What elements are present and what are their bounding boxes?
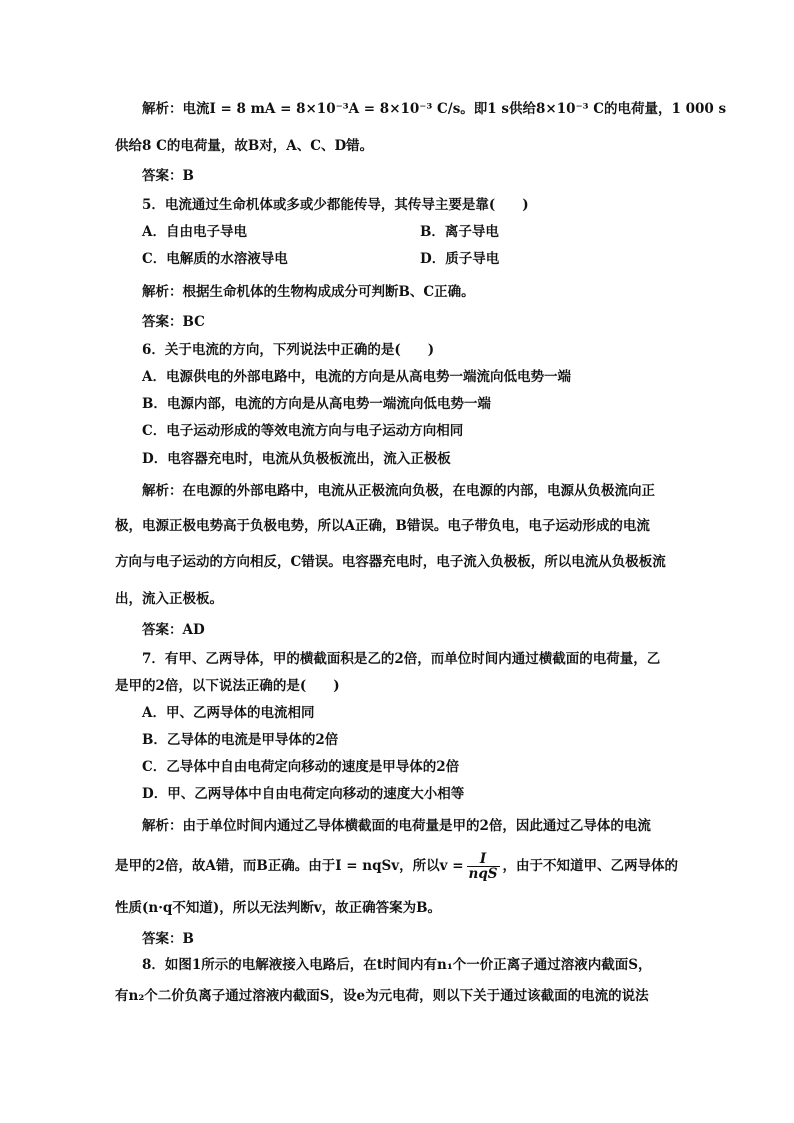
analysis-text: 方向与电子运动的方向相反，C错误。电容器充电时，电子流入负极板，所以电流从负极板流 <box>115 554 666 570</box>
fraction-denominator: nqS <box>468 866 498 882</box>
analysis-text: 解析：在电源的外部电路中，电流从正极流向负极，在电源的内部，电源从负极流向正 <box>142 483 655 499</box>
analysis-text: 解析：电流I = 8 mA = 8×10⁻³A = 8×10⁻³ C/s。即1 s供给8×10⁻³ C的电荷量，1 000 s <box>142 101 727 117</box>
analysis-formula-line <box>115 848 678 884</box>
option-d: D．甲、乙两导体中自由电荷定向移动的速度大小相等 <box>142 786 465 802</box>
analysis-text: 性质(n·q不知道)，所以无法判断v，故正确答案为B。 <box>115 900 441 916</box>
question-stem: 有n₂个二价负离子通过溶液内截面S，设e为元电荷，则以下关于通过该截面的电流的说法 <box>115 988 649 1004</box>
option-d: D．质子导电 <box>420 251 500 267</box>
analysis-text: 解析：由于单位时间内通过乙导体横截面的电荷量是甲的2倍，因此通过乙导体的电流 <box>142 818 651 834</box>
question-stem: 5．电流通过生命机体或多或少都能传导，其传导主要是靠( ) <box>142 197 529 213</box>
fraction <box>467 852 500 881</box>
question-stem: 7．有甲、乙两导体，甲的横截面积是乙的2倍，而单位时间内通过横截面的电荷量，乙 <box>142 651 661 667</box>
answer-line: 答案：AD <box>142 622 205 638</box>
question-stem: 6．关于电流的方向，下列说法中正确的是( ) <box>142 342 435 358</box>
analysis-text: 供给8 C的电荷量，故B对，A、C、D错。 <box>115 138 374 154</box>
option-b: B．乙导体的电流是甲导体的2倍 <box>142 732 339 748</box>
analysis-text: 是甲的2倍，故A错，而B正确。由于I = nqSv，所以v = <box>115 858 464 874</box>
answer-line: 答案：B <box>142 931 194 947</box>
analysis-text: 出，流入正极板。 <box>115 591 223 607</box>
option-b: B．离子导电 <box>420 224 499 240</box>
option-d: D．电容器充电时，电流从负极板流出，流入正极板 <box>142 451 451 467</box>
answer-line: 答案：B <box>142 168 194 184</box>
option-a: A．甲、乙两导体的电流相同 <box>142 705 315 721</box>
option-c: C．电子运动形成的等效电流方向与电子运动方向相同 <box>142 423 464 439</box>
option-a: A．电源供电的外部电路中，电流的方向是从高电势一端流向低电势一端 <box>142 369 571 385</box>
question-stem: 8．如图1所示的电解液接入电路后，在t时间内有n₁个一价正离子通过溶液内截面S， <box>142 957 652 973</box>
option-c: C．电解质的水溶液导电 <box>142 251 288 267</box>
fraction-numerator: I <box>467 852 500 867</box>
analysis-text: ，由于不知道甲、乙两导体的 <box>502 858 679 874</box>
option-a: A．自由电子导电 <box>142 224 247 240</box>
analysis-text: 极，电源正极电势高于负极电势，所以A正确，B错误。电子带负电，电子运动形成的电流 <box>115 518 650 534</box>
question-stem: 是甲的2倍，以下说法正确的是( ) <box>115 678 340 694</box>
analysis-text: 解析：根据生命机体的生物构成成分可判断B、C正确。 <box>142 284 475 300</box>
option-b: B．电源内部，电流的方向是从高电势一端流向低电势一端 <box>142 396 491 412</box>
answer-line: 答案：BC <box>142 314 205 330</box>
option-c: C．乙导体中自由电荷定向移动的速度是甲导体的2倍 <box>142 759 460 775</box>
